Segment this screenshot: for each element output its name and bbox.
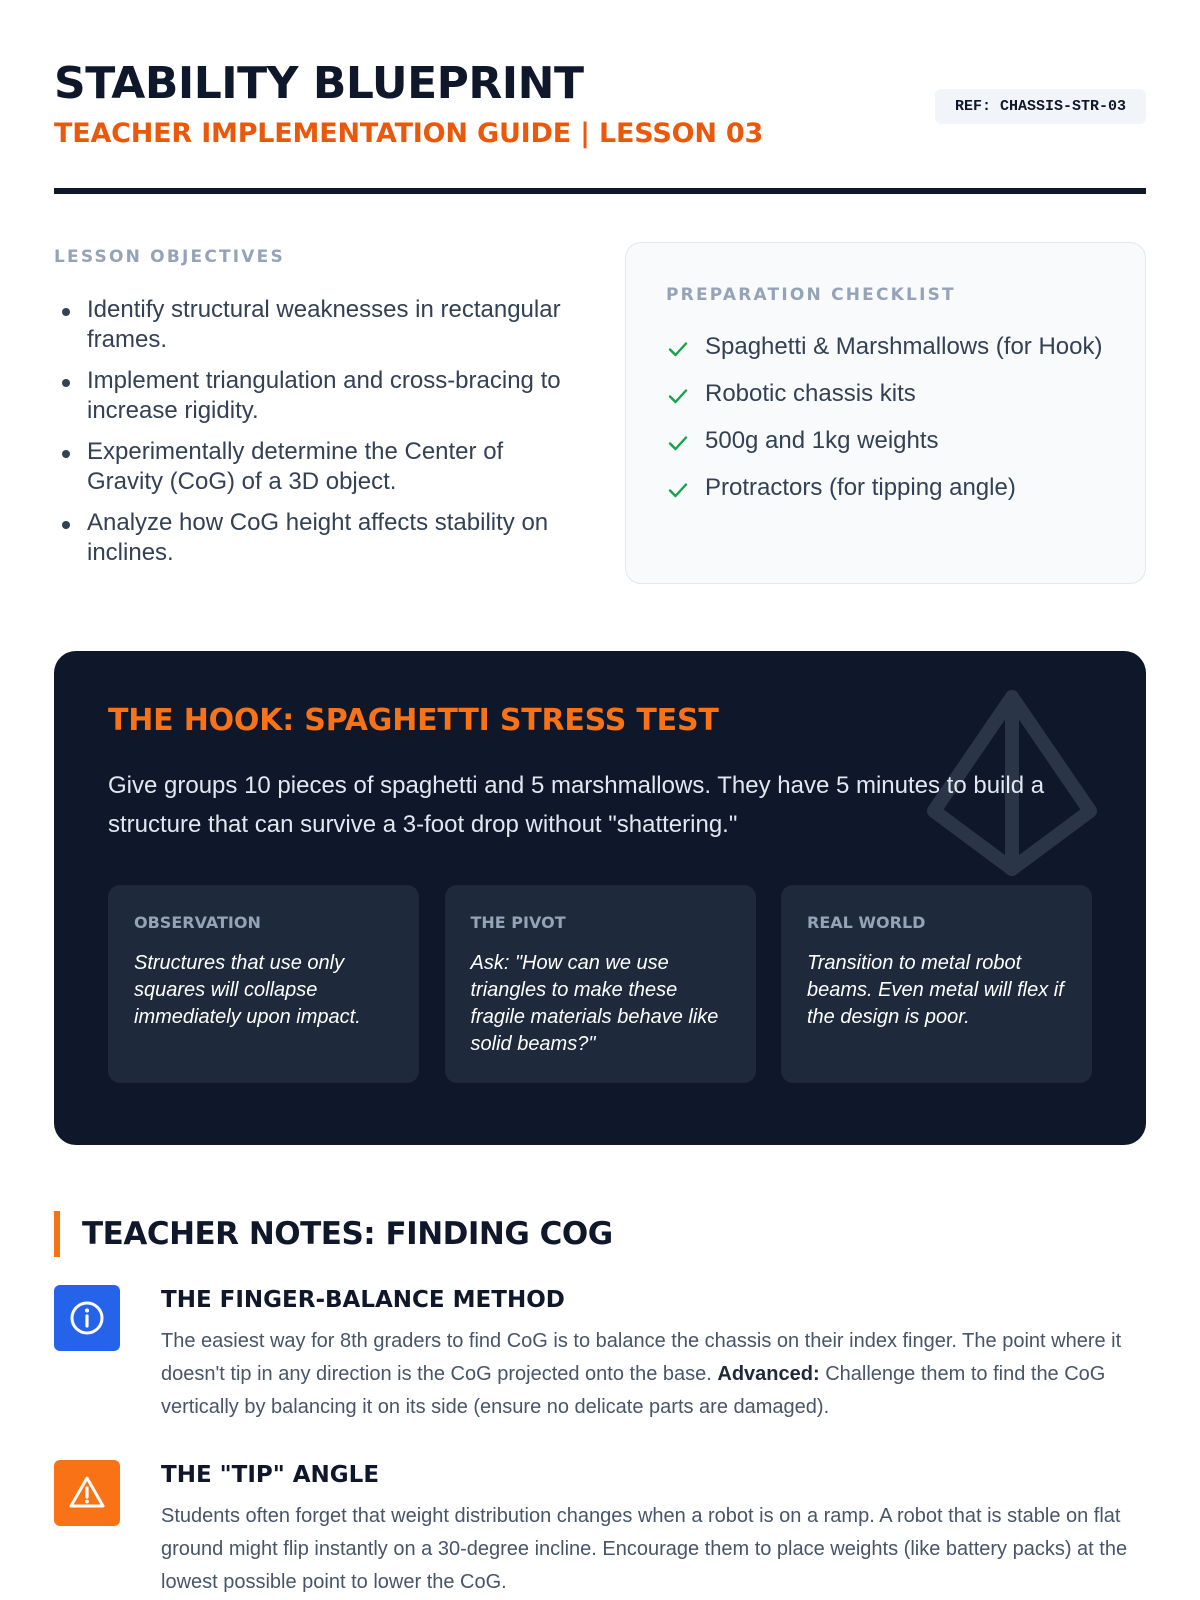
objective-item: Implement triangulation and cross-bracing to increase rigidity. [54, 366, 574, 426]
hook-cards [108, 885, 1092, 1083]
hook-card-text: Ask: "How can we use triangles to make these fragile materials behave like solid beams?" [470, 952, 719, 1055]
objective-item: Analyze how CoG height affects stability on inclines. [54, 508, 574, 568]
notes-title: TEACHER NOTES: FINDING COG [54, 1211, 1146, 1257]
objectives-list [54, 295, 574, 568]
checklist-item-label: Spaghetti & Marshmallows (for Hook) [705, 333, 1103, 360]
hook-card-real-world [781, 885, 1092, 1083]
note-body [161, 1460, 1146, 1599]
checklist-items [666, 330, 1105, 504]
note-text-part: Challenge them to find the CoG vertically by balancing it on its side (ensure no delicate parts are damaged). [161, 1363, 1106, 1418]
checklist-item [666, 377, 1105, 410]
objectives-label: LESSON OBJECTIVES [54, 247, 285, 267]
warning-icon [54, 1460, 120, 1526]
note-text [161, 1325, 1146, 1424]
info-icon [54, 1285, 120, 1351]
page-subtitle: TEACHER IMPLEMENTATION GUIDE | LESSON 03 [54, 118, 764, 149]
hook-title: THE HOOK: SPAGHETTI STRESS TEST [108, 703, 719, 738]
objective-item: Experimentally determine the Center of Gravity (CoG) of a 3D object. [54, 437, 574, 497]
objective-item: Identify structural weaknesses in rectangular frames. [54, 295, 574, 355]
teacher-notes [54, 1211, 1146, 1599]
note-body [161, 1285, 1146, 1424]
hook-card-label: THE PIVOT [470, 913, 566, 932]
note-finger-balance [54, 1285, 1146, 1424]
hook-card-text: Structures that use only squares will collapse immediately upon impact. [134, 952, 361, 1028]
note-heading: THE FINGER-BALANCE METHOD [161, 1287, 565, 1313]
checklist-label: PREPARATION CHECKLIST [666, 285, 956, 305]
hook-card-pivot [445, 885, 756, 1083]
checklist-item-label: 500g and 1kg weights [705, 427, 939, 454]
hook-card-observation [108, 885, 419, 1083]
note-tip-angle [54, 1460, 1146, 1599]
checklist-item-label: Robotic chassis kits [705, 380, 916, 407]
checklist-item [666, 471, 1105, 504]
hook-card-label: OBSERVATION [134, 913, 261, 932]
overview-row [54, 247, 1146, 584]
hook-card-text: Transition to metal robot beams. Even metal will flex if the design is poor. [807, 952, 1064, 1028]
page-title: STABILITY BLUEPRINT [54, 58, 584, 109]
checklist-item [666, 330, 1105, 363]
note-text-part: The easiest way for 8th graders to find CoG is to balance the chassis on their index finger. The point where it doesn't tip in any direction is the CoG projected onto the base. [161, 1330, 1122, 1385]
page-header [54, 0, 1146, 194]
lesson-objectives [54, 247, 574, 584]
preparation-checklist [625, 242, 1146, 584]
checkmark-icon [666, 478, 690, 502]
hook-panel [54, 651, 1146, 1145]
note-text: Students often forget that weight distribution changes when a robot is on a ramp. A robot that is stable on flat ground might flip instantly on a 30-degree incline. Encourage them to place weights (like battery packs) at the lowest possible point to lower the CoG. [161, 1505, 1128, 1593]
note-heading: THE "TIP" ANGLE [161, 1462, 380, 1488]
reference-badge: REF: CHASSIS-STR-03 [935, 89, 1146, 124]
hook-card-label: REAL WORLD [807, 913, 926, 932]
note-emphasis: Advanced: [717, 1363, 820, 1385]
checklist-item [666, 424, 1105, 457]
checkmark-icon [666, 384, 690, 408]
checkmark-icon [666, 337, 690, 361]
hook-description: Give groups 10 pieces of spaghetti and 5 marshmallows. They have 5 minutes to build a structure that can survive a 3-foot drop without "shattering." [108, 772, 1045, 838]
checklist-item-label: Protractors (for tipping angle) [705, 474, 1016, 501]
checkmark-icon [666, 431, 690, 455]
